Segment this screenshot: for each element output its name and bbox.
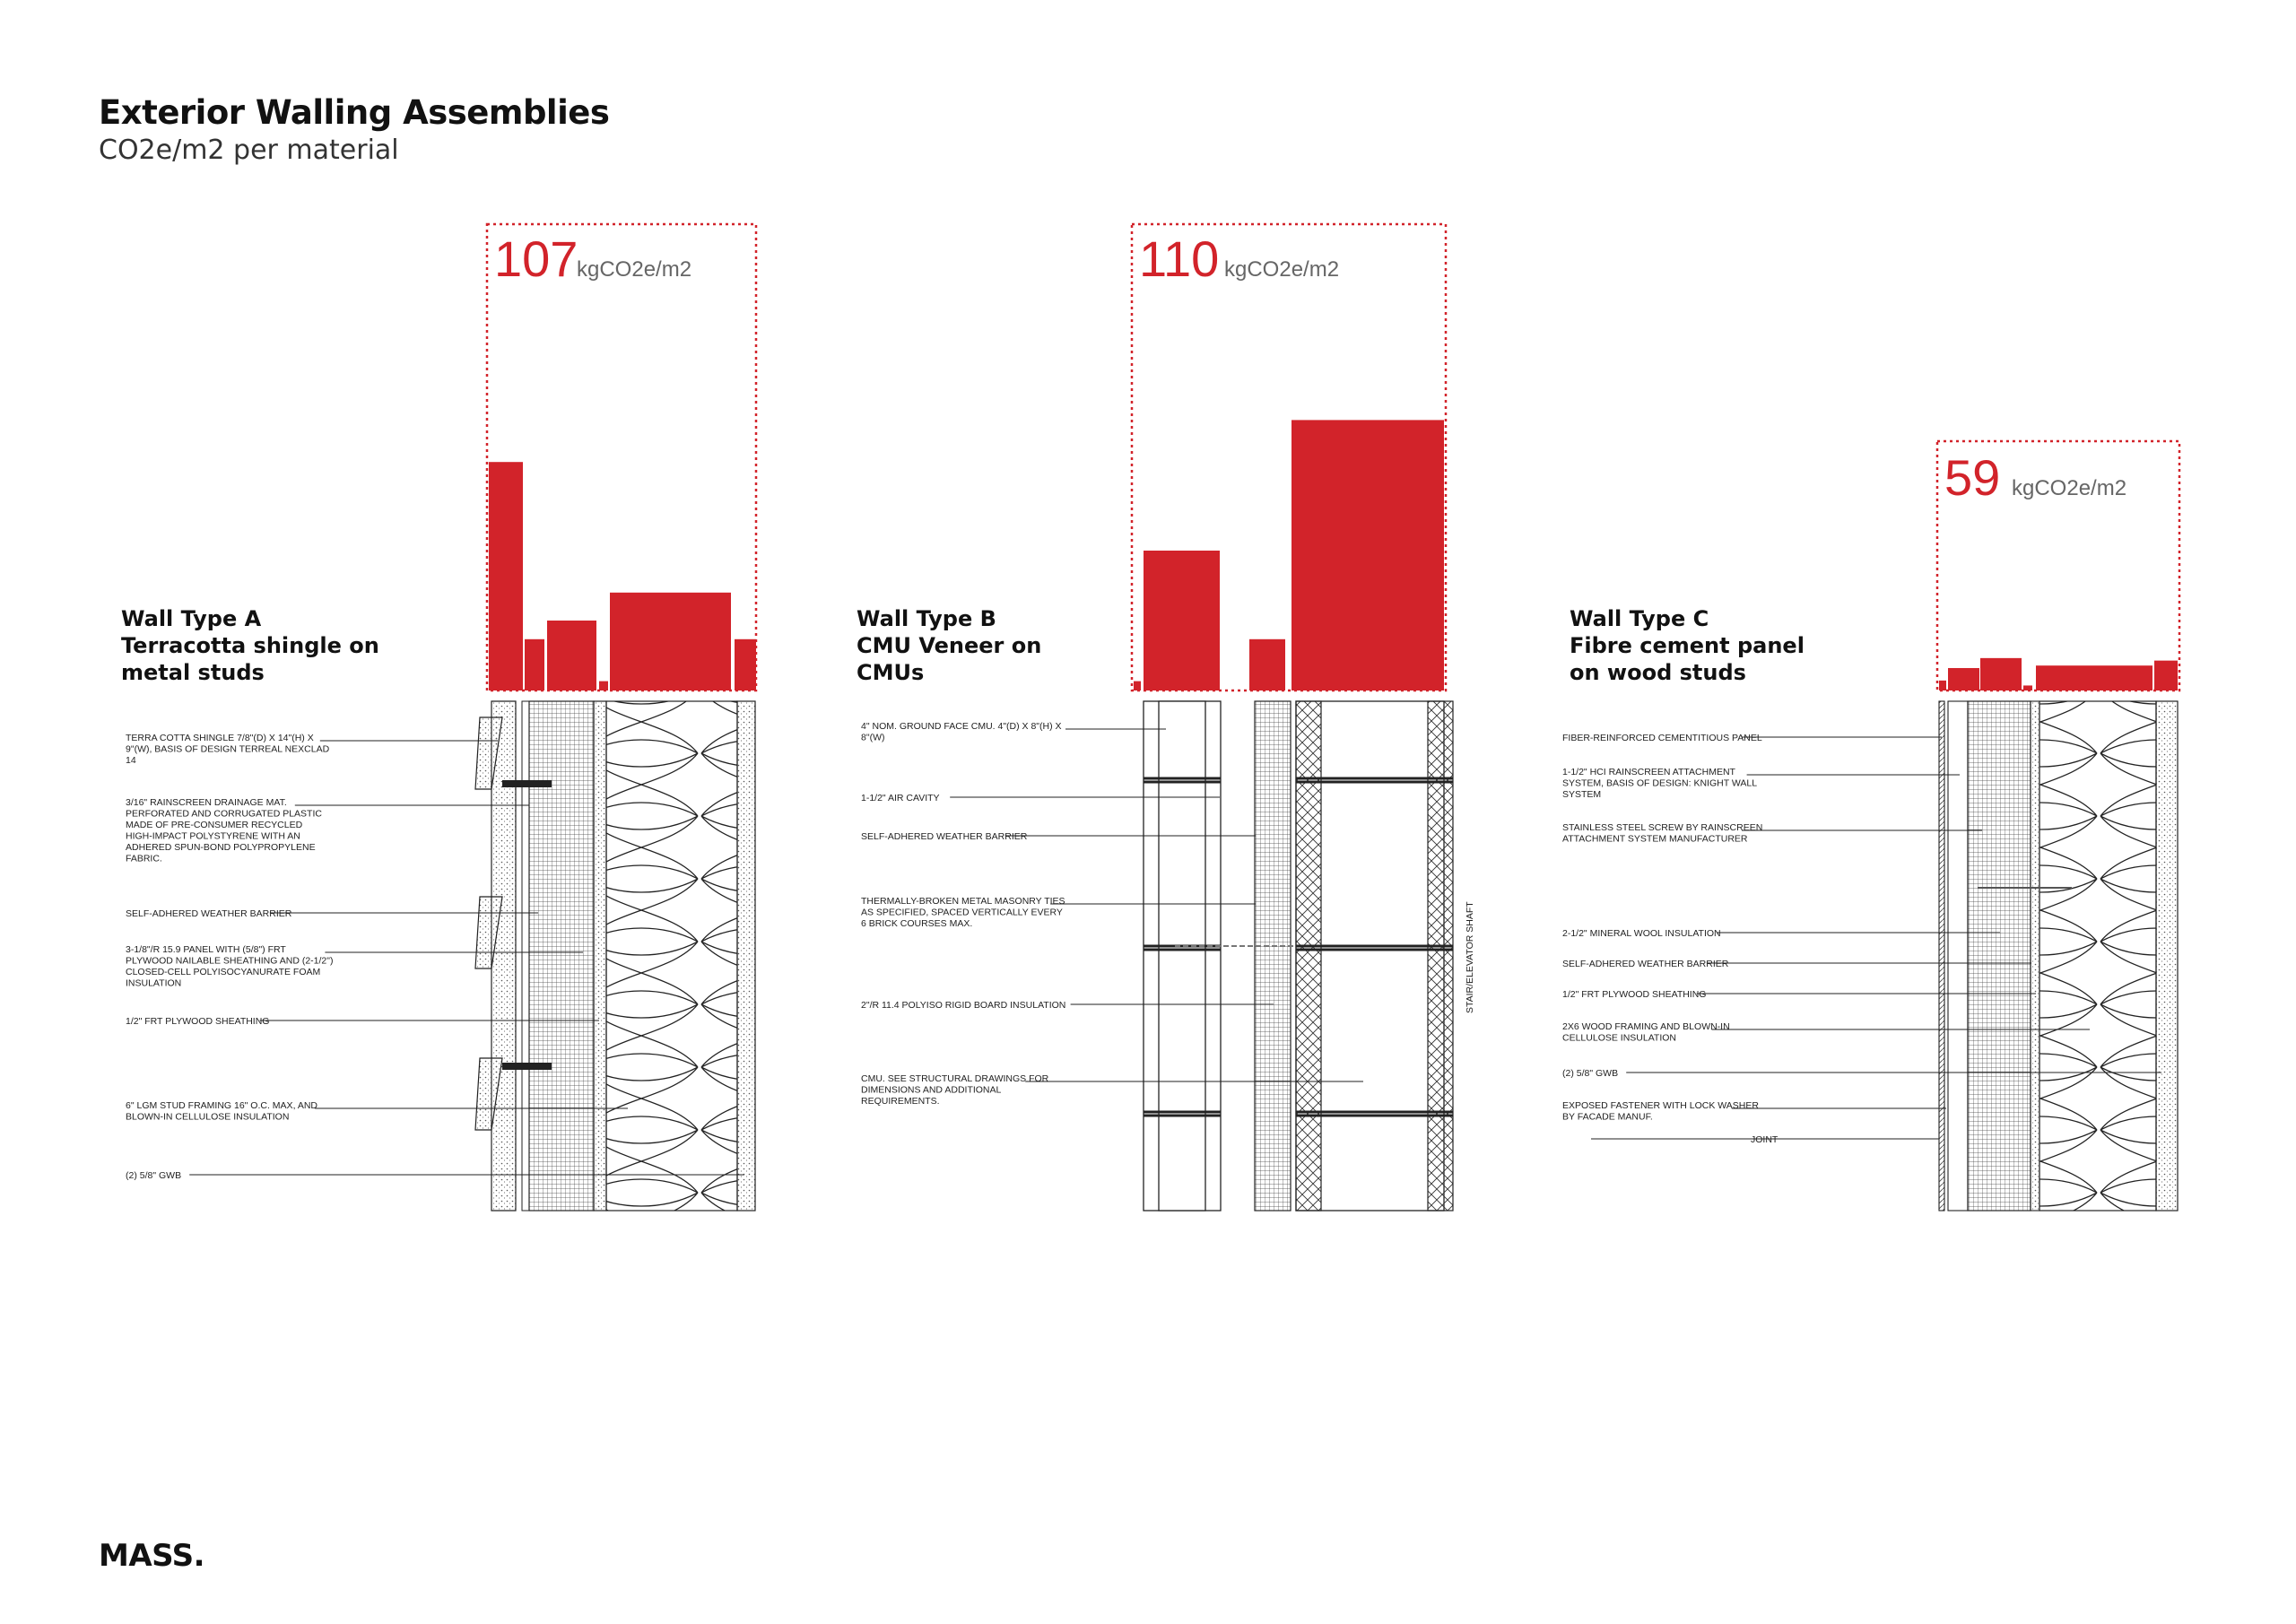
wall-a-bars: [489, 462, 756, 690]
layer-carbon-bar: [1134, 682, 1141, 690]
callout-label: 1-1/2" AIR CAVITY: [861, 793, 940, 803]
callout-label: 6" LGM STUD FRAMING 16" O.C. MAX, AND: [126, 1100, 317, 1111]
callout-label: 2-1/2" MINERAL WOOL INSULATION: [1562, 928, 1721, 939]
layer-carbon-bar: [1948, 668, 1979, 690]
wall-a-section: [126, 224, 756, 1211]
callout-label: REQUIREMENTS.: [861, 1096, 940, 1107]
wall-c-unit: kgCO2e/m2: [2012, 476, 2127, 500]
layer-carbon-bar: [547, 621, 596, 690]
callout-label: TERRA COTTA SHINGLE 7/8"(D) X 14"(H) X: [126, 733, 314, 743]
wall-c-total: 59: [1944, 449, 2001, 506]
wall-b-title-line: CMUs: [857, 660, 925, 685]
wall-a-title-line: Wall Type A: [121, 606, 262, 631]
layer-carbon-bar: [2154, 661, 2178, 690]
gypsum-board: [737, 701, 755, 1211]
wood-stud-cavity: [2039, 701, 2156, 1211]
callout-label: EXPOSED FASTENER WITH LOCK WASHER: [1562, 1100, 1759, 1111]
callout-label: PERFORATED AND CORRUGATED PLASTIC: [126, 808, 322, 820]
wall-c-section: [1562, 441, 2179, 1211]
callout-label: 14: [126, 755, 136, 766]
wall-b-total: 110: [1139, 230, 1220, 287]
callout-label: FABRIC.: [126, 853, 162, 864]
layer-carbon-bar: [610, 593, 731, 690]
wall-b-title-line: Wall Type B: [857, 606, 996, 631]
callout-label: HIGH-IMPACT POLYSTYRENE WITH AN: [126, 830, 300, 842]
callout-label: 8"(W): [861, 732, 885, 743]
callout-label: THERMALLY-BROKEN METAL MASONRY TIES: [861, 896, 1065, 907]
layer-carbon-bar: [1144, 551, 1220, 690]
wall-c-title-line: on wood studs: [1570, 660, 1746, 685]
wall-b-title-line: CMU Veneer on: [857, 633, 1042, 658]
layer-carbon-bar: [525, 639, 544, 690]
layer-carbon-bar: [735, 639, 756, 690]
clip: [502, 1063, 552, 1070]
callout-label: 2"/R 11.4 POLYISO RIGID BOARD INSULATION: [861, 1000, 1066, 1011]
layer-carbon-bar: [599, 682, 608, 690]
callout-label: INSULATION: [126, 977, 182, 989]
callout-label: SELF-ADHERED WEATHER BARRIER: [861, 831, 1028, 842]
callout-label: AS SPECIFIED, SPACED VERTICALLY EVERY: [861, 907, 1063, 918]
callout-label: CMU. SEE STRUCTURAL DRAWINGS FOR: [861, 1073, 1049, 1084]
polyiso-board: [1255, 701, 1291, 1211]
callout-label: 2X6 WOOD FRAMING AND BLOWN-IN: [1562, 1021, 1730, 1032]
callout-label: 4" NOM. GROUND FACE CMU. 4"(D) X 8"(H) X: [861, 721, 1062, 732]
callout-label: BLOWN-IN CELLULOSE INSULATION: [126, 1111, 290, 1123]
callout-label: 1-1/2" HCI RAINSCREEN ATTACHMENT: [1562, 767, 1735, 777]
callout-label: STAINLESS STEEL SCREW BY RAINSCREEN: [1562, 822, 1763, 833]
callout-label: 9"(W), BASIS OF DESIGN TERREAL NEXCLAD: [126, 743, 330, 755]
callout-label: SELF-ADHERED WEATHER BARRIER: [126, 908, 292, 919]
callout-label: CELLULOSE INSULATION: [1562, 1032, 1677, 1044]
wall-a-unit: kgCO2e/m2: [577, 257, 692, 282]
layer-carbon-bar: [1292, 420, 1444, 690]
wall-a-title-line: Terracotta shingle on: [121, 633, 379, 658]
callout-label: (2) 5/8" GWB: [1562, 1068, 1619, 1079]
mineral-wool: [1968, 701, 2031, 1211]
fibre-cement-panel: [1939, 701, 1944, 1211]
callout-label: 6 BRICK COURSES MAX.: [861, 918, 973, 929]
wall-c-title-line: Wall Type C: [1570, 606, 1709, 631]
layer-carbon-bar: [2023, 685, 2032, 690]
plywood-sheathing: [2031, 701, 2039, 1211]
callout-label: FIBER-REINFORCED CEMENTITIOUS PANEL: [1562, 733, 1762, 743]
layer-carbon-bar: [1939, 681, 1946, 690]
wall-c-title-line: Fibre cement panel: [1570, 633, 1805, 658]
brand-logo: MASS.: [99, 1538, 205, 1574]
plywood-sheathing: [594, 701, 606, 1211]
gypsum-board: [2156, 701, 2178, 1211]
callout-label: ATTACHMENT SYSTEM MANUFACTURER: [1562, 833, 1748, 845]
callout-label: MADE OF PRE-CONSUMER RECYCLED: [126, 820, 303, 830]
wall-b-section: [861, 224, 1475, 1211]
polyiso-panel: [529, 701, 594, 1211]
wall-c-bars: [1939, 658, 2178, 690]
page-subtitle: CO2e/m2 per material: [99, 135, 399, 166]
wall-a-title-line: metal studs: [121, 660, 265, 685]
callout-label: 3/16" RAINSCREEN DRAINAGE MAT.: [126, 797, 287, 808]
callout-label: DIMENSIONS AND ADDITIONAL: [861, 1084, 1002, 1096]
layer-carbon-bar: [2036, 665, 2152, 690]
clip: [502, 780, 552, 787]
callout-label: 1/2" FRT PLYWOOD SHEATHING: [126, 1016, 270, 1027]
callout-label: SELF-ADHERED WEATHER BARRIER: [1562, 959, 1729, 969]
terracotta-shingle: [491, 701, 516, 1211]
wall-a-total: 107: [494, 230, 578, 287]
callout-label: BY FACADE MANUF.: [1562, 1111, 1653, 1123]
callout-label: SYSTEM, BASIS OF DESIGN: KNIGHT WALL: [1562, 777, 1758, 789]
shaft-label: STAIR/ELEVATOR SHAFT: [1465, 901, 1475, 1013]
page-title: Exterior Walling Assemblies: [99, 93, 610, 132]
wall-b-unit: kgCO2e/m2: [1224, 257, 1340, 282]
layer-carbon-bar: [1249, 639, 1285, 690]
callout-label: SYSTEM: [1562, 789, 1602, 800]
callout-label: CLOSED-CELL POLYISOCYANURATE FOAM: [126, 967, 321, 977]
layer-carbon-bar: [489, 462, 523, 690]
callout-label: (2) 5/8" GWB: [126, 1170, 182, 1181]
callout-label: 1/2" FRT PLYWOOD SHEATHING: [1562, 989, 1707, 1000]
callout-label: ADHERED SPUN-BOND POLYPROPYLENE: [126, 842, 316, 853]
layer-carbon-bar: [1980, 658, 2022, 690]
callout-label: PLYWOOD NAILABLE SHEATHING AND (2-1/2"): [126, 955, 334, 967]
rainscreen-cavity: [1948, 701, 1968, 1211]
callout-label: JOINT: [1751, 1134, 1779, 1145]
drainage-mat: [522, 701, 529, 1211]
stud-cavity-insulation: [606, 701, 737, 1211]
wall-b-bars: [1134, 420, 1444, 690]
callout-label: 3-1/8"/R 15.9 PANEL WITH (5/8") FRT: [126, 944, 286, 955]
